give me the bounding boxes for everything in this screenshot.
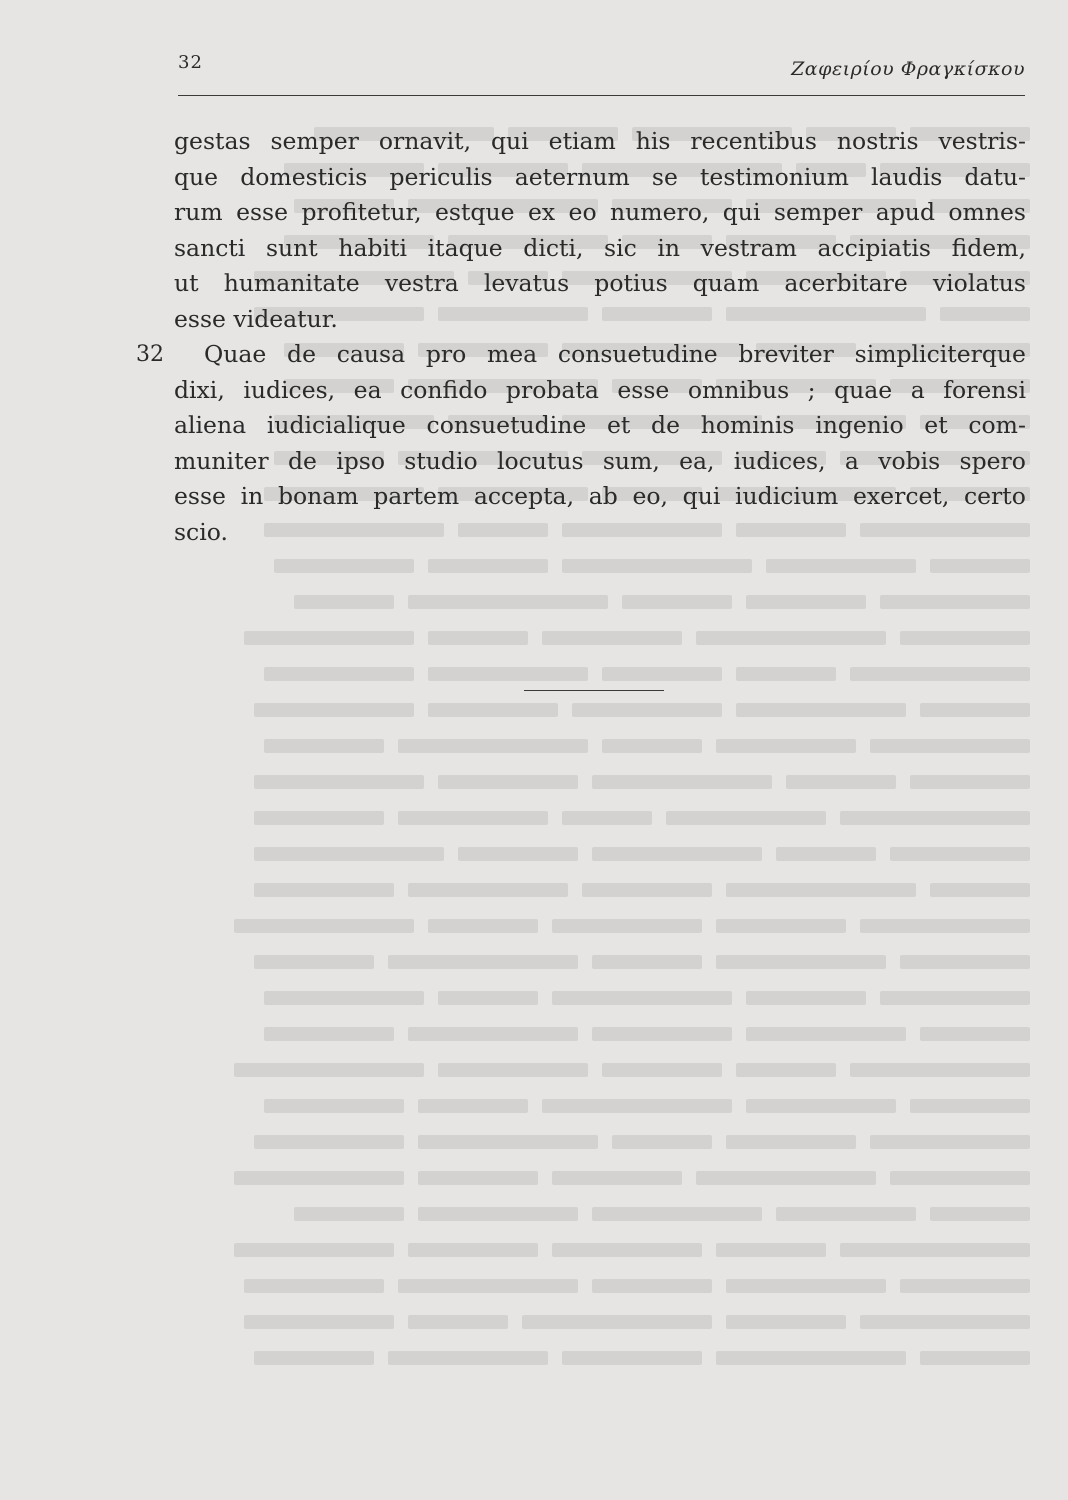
- word: ornavit,: [378, 127, 472, 155]
- word: laudis: [870, 162, 943, 191]
- word: potius: [594, 269, 668, 297]
- word: com-: [968, 411, 1026, 439]
- word: semper: [270, 127, 359, 155]
- word: domesticis: [240, 162, 368, 191]
- word: iudicialique: [266, 411, 406, 439]
- word: qui: [722, 198, 761, 226]
- word: muniter: [174, 446, 269, 475]
- word: que: [174, 162, 219, 191]
- word: vestram: [700, 233, 797, 262]
- text-line: [174, 444, 1026, 480]
- word: spero: [959, 446, 1026, 475]
- word: sancti: [174, 233, 246, 262]
- word: confido: [400, 375, 488, 404]
- word: ut: [174, 269, 199, 297]
- word: eo: [568, 198, 597, 226]
- text-line: [174, 373, 1026, 409]
- word: quae: [834, 375, 893, 404]
- word: probata: [505, 375, 599, 404]
- word: habiti: [338, 233, 407, 262]
- word: consuetudine: [557, 340, 718, 368]
- page-number: 32: [178, 52, 203, 73]
- word: de: [651, 411, 680, 439]
- word: in: [657, 233, 681, 262]
- word: esse: [174, 482, 226, 510]
- word: aliena: [174, 411, 247, 439]
- word: simpliciterque: [854, 340, 1026, 368]
- word: levatus: [483, 269, 570, 297]
- header-rule: [178, 95, 1025, 96]
- word: accipiatis: [817, 233, 931, 262]
- word: et: [606, 411, 631, 439]
- word: de: [287, 340, 316, 368]
- word: itaque: [427, 233, 503, 262]
- word: profitetur,: [301, 198, 422, 226]
- word: in: [240, 482, 264, 510]
- word: sunt: [265, 233, 318, 262]
- word: ;: [807, 375, 816, 404]
- word: estque: [435, 198, 515, 226]
- word: se: [651, 162, 678, 191]
- word: aeternum: [514, 162, 630, 191]
- word: quam: [692, 269, 760, 297]
- word: dixi,: [174, 375, 225, 404]
- word: pro: [425, 340, 467, 368]
- word: etiam: [548, 127, 616, 155]
- text-line: esse videatur.: [174, 304, 338, 333]
- running-head: Ζαφειρίου Φραγκίσκου: [791, 58, 1025, 80]
- word: vobis: [878, 446, 941, 475]
- word: omnibus: [687, 375, 790, 404]
- paragraph-number: 32: [136, 342, 164, 367]
- word: humanitate: [223, 269, 360, 297]
- word: his: [635, 127, 671, 155]
- word: locutus: [496, 446, 584, 475]
- text-line: [174, 337, 1026, 373]
- word: gestas: [174, 127, 251, 155]
- word: omnes: [948, 198, 1026, 226]
- word: ingenio: [815, 411, 904, 439]
- word: iudices,: [243, 375, 336, 404]
- word: studio: [404, 446, 478, 475]
- word: testimonium: [699, 162, 849, 191]
- word: partem: [373, 482, 460, 510]
- word: vestris-: [938, 127, 1026, 155]
- word: sic: [604, 233, 637, 262]
- word: exercet,: [853, 482, 950, 510]
- word: eo,: [632, 482, 668, 510]
- closing-rule: [524, 690, 664, 691]
- word: ea,: [679, 446, 715, 475]
- word: causa: [336, 340, 406, 368]
- word: acerbitare: [784, 269, 908, 297]
- word: datu-: [964, 162, 1026, 191]
- word: periculis: [389, 162, 493, 191]
- word: fidem,: [951, 233, 1026, 262]
- text-line: [174, 124, 1026, 160]
- word: et: [924, 411, 948, 439]
- word: dicti,: [523, 233, 584, 262]
- word: violatus: [932, 269, 1026, 297]
- text-line: [174, 195, 1026, 231]
- paragraph-1: [174, 124, 1026, 337]
- word: a: [844, 446, 859, 475]
- text-line: [174, 479, 1026, 515]
- word: esse: [236, 198, 289, 226]
- word: sum,: [602, 446, 660, 475]
- word: a: [910, 375, 925, 404]
- word: ipso: [336, 446, 385, 475]
- text-line: scio.: [174, 517, 228, 546]
- body-text: [174, 124, 1026, 550]
- text-line: [174, 231, 1026, 267]
- text-line: [174, 266, 1026, 302]
- word: hominis: [700, 411, 795, 439]
- word: iudices,: [733, 446, 826, 475]
- word: semper: [773, 198, 863, 226]
- word: iudicium: [735, 482, 839, 510]
- word: de: [287, 446, 317, 475]
- word: numero,: [610, 198, 710, 226]
- word: bonam: [277, 482, 359, 510]
- word: certo: [963, 482, 1026, 510]
- word: Quae: [204, 340, 267, 368]
- word: ab: [588, 482, 618, 510]
- word: forensi: [943, 375, 1026, 404]
- word: qui: [682, 482, 721, 510]
- paragraph-2: [174, 337, 1026, 550]
- text-line: [174, 160, 1026, 196]
- word: ex: [527, 198, 556, 226]
- word: recentibus: [690, 127, 817, 155]
- word: ea: [353, 375, 382, 404]
- word: vestra: [384, 269, 459, 297]
- word: nostris: [836, 127, 919, 155]
- word: esse: [617, 375, 670, 404]
- page-header: [178, 48, 1025, 84]
- word: apud: [875, 198, 935, 226]
- word: qui: [491, 127, 529, 155]
- text-line: [174, 408, 1026, 444]
- word: consuetudine: [426, 411, 587, 439]
- word: breviter: [738, 340, 834, 368]
- word: accepta,: [473, 482, 575, 510]
- word: rum: [174, 198, 223, 226]
- word: mea: [486, 340, 538, 368]
